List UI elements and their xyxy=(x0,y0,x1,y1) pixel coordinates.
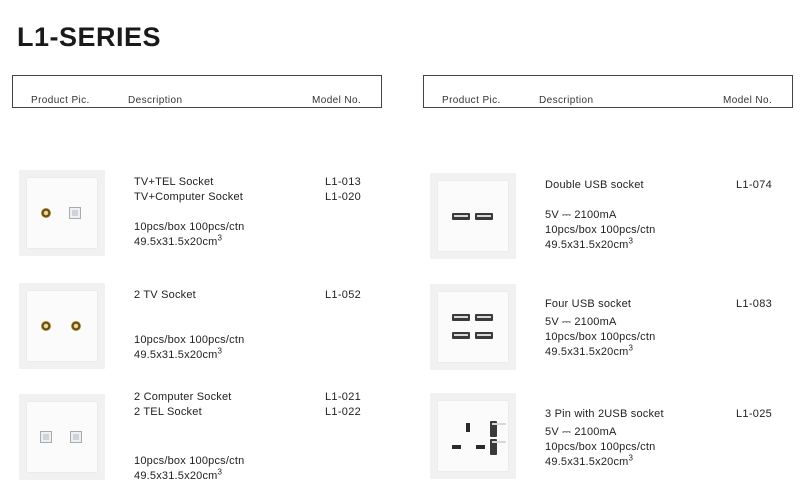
product-name: 3 Pin with 2USB socket xyxy=(545,408,664,420)
model-number xyxy=(736,407,772,422)
product-name: Four USB socket xyxy=(545,298,632,310)
carton-size: $49.5x31.5x20cm^3$ xyxy=(134,346,223,361)
packaging-text: 10pcs/box 100pcs/ctn xyxy=(545,331,656,343)
carton-size: $49.5x31.5x20cm^3$ xyxy=(545,453,634,468)
header-description: Description xyxy=(128,95,183,106)
header-product-pic: Product Pic. xyxy=(442,95,501,106)
product-name: 2 Computer Socket xyxy=(134,391,232,403)
product-name: Double USB socket xyxy=(545,179,644,191)
packaging-text: 10pcs/box 100pcs/ctn xyxy=(134,334,245,346)
packaging-text: 10pcs/box 100pcs/ctn xyxy=(545,441,656,453)
model-number: L1-083 xyxy=(736,298,773,310)
packaging-info xyxy=(545,315,655,360)
model-number xyxy=(736,178,772,193)
packaging-info xyxy=(134,333,244,363)
double-tv-socket-icon xyxy=(19,283,105,369)
product-name: TV+TEL Socket xyxy=(134,176,214,188)
power-rating: 5V ⎓ 2100mA xyxy=(545,316,617,328)
power-rating: 5V ⎓ 2100mA xyxy=(545,426,617,438)
packaging-info xyxy=(545,425,655,470)
product-name: TV+Computer Socket xyxy=(134,191,244,203)
model-number xyxy=(736,297,772,312)
model-number: L1-022 xyxy=(325,406,362,418)
product-description xyxy=(134,390,232,420)
product-description xyxy=(134,288,196,303)
packaging-text: 10pcs/box 100pcs/ctn xyxy=(134,221,245,233)
model-number xyxy=(325,175,361,205)
product-description xyxy=(545,407,664,422)
header-model-no: Model No. xyxy=(723,95,773,106)
model-number: L1-074 xyxy=(736,179,773,191)
header-description: Description xyxy=(539,95,594,106)
packaging-text: 10pcs/box 100pcs/ctn xyxy=(545,224,656,236)
carton-size: $49.5x31.5x20cm^3$ xyxy=(545,236,634,251)
model-number: L1-013 xyxy=(325,176,362,188)
product-name: 2 TEL Socket xyxy=(134,406,202,418)
model-number: L1-052 xyxy=(325,289,362,301)
table-header-left xyxy=(12,75,382,108)
product-description xyxy=(545,297,631,312)
table-header-right xyxy=(423,75,793,108)
carton-size: $49.5x31.5x20cm^3$ xyxy=(134,233,223,248)
double-usb-socket-icon xyxy=(430,173,516,259)
power-rating: 5V ⎓ 2100mA xyxy=(545,209,617,221)
tv-tel-socket-icon xyxy=(19,170,105,256)
packaging-info xyxy=(545,208,655,253)
packaging-info xyxy=(134,454,244,484)
packaging-text: 10pcs/box 100pcs/ctn xyxy=(134,455,245,467)
model-number xyxy=(325,390,361,420)
product-description xyxy=(134,175,243,205)
page-title: L1-SERIES xyxy=(17,22,162,52)
model-number: L1-020 xyxy=(325,191,362,203)
carton-size: $49.5x31.5x20cm^3$ xyxy=(134,467,223,482)
double-data-socket-icon xyxy=(19,394,105,480)
header-model-no: Model No. xyxy=(312,95,362,106)
product-description xyxy=(545,178,644,193)
model-number: L1-025 xyxy=(736,408,773,420)
model-number: L1-021 xyxy=(325,391,362,403)
carton-size: $49.5x31.5x20cm^3$ xyxy=(545,343,634,358)
model-number xyxy=(325,288,361,303)
product-name: 2 TV Socket xyxy=(134,289,196,301)
four-usb-socket-icon xyxy=(430,284,516,370)
three-pin-usb-socket-icon xyxy=(430,393,516,479)
packaging-info xyxy=(134,220,244,250)
header-product-pic: Product Pic. xyxy=(31,95,90,106)
